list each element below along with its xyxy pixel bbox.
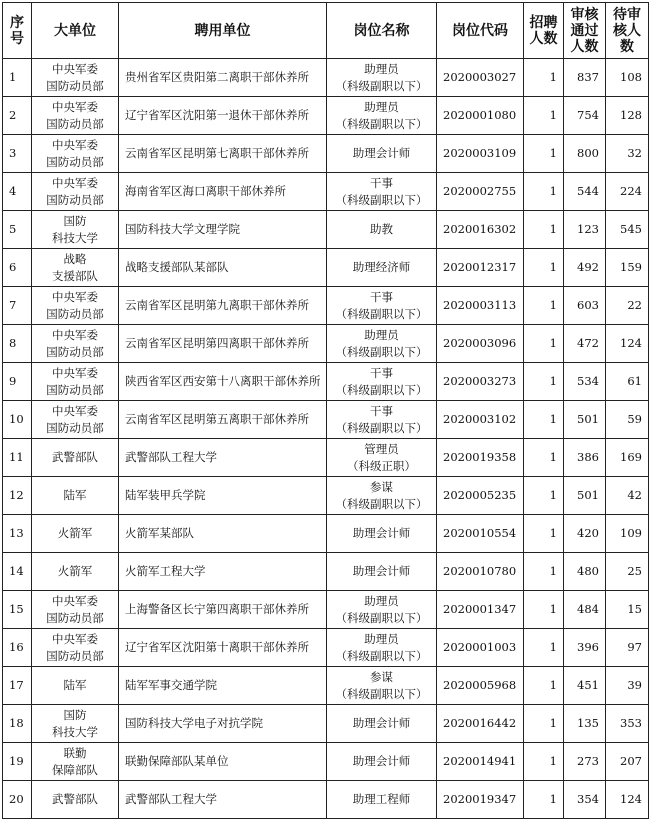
cell-unit	[32, 97, 119, 135]
post-line: （科级副职以下）	[335, 192, 428, 207]
unit-line: 中央军委	[52, 327, 98, 342]
unit-line: 中央军委	[52, 99, 98, 114]
cell-code: 2020010554	[437, 515, 524, 553]
cell-recruit: 1	[524, 59, 564, 97]
cell-pending: 42	[606, 477, 649, 515]
cell-passed: 544	[564, 173, 606, 211]
cell-recruit: 1	[524, 363, 564, 401]
cell-employer: 云南省军区昆明第七离职干部休养所	[119, 135, 327, 173]
unit-line: 武警部队	[52, 792, 98, 806]
cell-recruit: 1	[524, 97, 564, 135]
unit-line: 国防动员部	[46, 306, 104, 321]
cell-recruit: 1	[524, 553, 564, 591]
cell-pending: 128	[606, 97, 649, 135]
cell-post	[327, 135, 437, 173]
cell-seq: 2	[3, 97, 32, 135]
cell-employer: 云南省军区昆明第四离职干部休养所	[119, 325, 327, 363]
table-body	[3, 59, 649, 819]
cell-employer: 上海警备区长宁第四离职干部休养所	[119, 591, 327, 629]
post-line: 助理员	[364, 631, 399, 646]
cell-passed: 603	[564, 287, 606, 325]
cell-code: 2020019347	[437, 781, 524, 819]
cell-recruit: 1	[524, 173, 564, 211]
unit-line: 支援部队	[52, 268, 98, 283]
cell-code: 2020003113	[437, 287, 524, 325]
table-row	[3, 743, 649, 781]
post-line: 助理工程师	[352, 792, 411, 806]
table-row	[3, 97, 649, 135]
cell-post	[327, 705, 437, 743]
table-row	[3, 781, 649, 819]
cell-pending: 207	[606, 743, 649, 781]
cell-code: 2020005968	[437, 667, 524, 705]
cell-code: 2020001080	[437, 97, 524, 135]
cell-recruit: 1	[524, 743, 564, 781]
header-row	[3, 3, 649, 59]
cell-seq: 10	[3, 401, 32, 439]
post-line: 助理会计师	[352, 526, 411, 540]
cell-code: 2020012317	[437, 249, 524, 287]
post-line: （科级副职以下）	[335, 306, 428, 321]
cell-passed: 492	[564, 249, 606, 287]
cell-unit	[32, 667, 119, 705]
cell-passed: 420	[564, 515, 606, 553]
unit-line: 国防	[63, 213, 87, 228]
cell-seq: 6	[3, 249, 32, 287]
cell-unit	[32, 287, 119, 325]
unit-line: 中央军委	[52, 593, 98, 608]
cell-unit	[32, 211, 119, 249]
unit-line: 国防动员部	[46, 648, 104, 663]
cell-code: 2020019358	[437, 439, 524, 477]
post-line: （科级副职以下）	[335, 496, 428, 511]
unit-line: 中央军委	[52, 403, 98, 418]
cell-seq: 15	[3, 591, 32, 629]
cell-seq: 7	[3, 287, 32, 325]
unit-line: 国防动员部	[46, 382, 104, 397]
cell-pending: 59	[606, 401, 649, 439]
cell-pending: 25	[606, 553, 649, 591]
cell-unit	[32, 173, 119, 211]
unit-line: 中央军委	[52, 631, 98, 646]
cell-post	[327, 591, 437, 629]
unit-line: 火箭军	[57, 564, 93, 578]
header-pending: 待审 核人 数	[606, 3, 649, 59]
table-row	[3, 287, 649, 325]
table-row	[3, 325, 649, 363]
unit-line: 陆军	[63, 488, 87, 502]
cell-post	[327, 173, 437, 211]
table-row	[3, 211, 649, 249]
cell-passed: 837	[564, 59, 606, 97]
post-line: 助理员	[364, 61, 399, 76]
cell-pending: 353	[606, 705, 649, 743]
unit-line: 中央军委	[52, 175, 98, 190]
cell-unit	[32, 135, 119, 173]
cell-unit	[32, 363, 119, 401]
unit-line: 国防动员部	[46, 610, 104, 625]
cell-pending: 159	[606, 249, 649, 287]
cell-recruit: 1	[524, 781, 564, 819]
unit-line: 国防动员部	[46, 344, 104, 359]
post-line: （科级副职以下）	[335, 116, 428, 131]
cell-seq: 8	[3, 325, 32, 363]
table-row	[3, 59, 649, 97]
cell-seq: 4	[3, 173, 32, 211]
unit-line: 中央军委	[52, 137, 98, 152]
unit-line: 中央军委	[52, 365, 98, 380]
cell-passed: 534	[564, 363, 606, 401]
cell-post	[327, 325, 437, 363]
cell-passed: 386	[564, 439, 606, 477]
post-line: 助理员	[364, 327, 399, 342]
table-row	[3, 401, 649, 439]
post-line: 助理会计师	[352, 146, 411, 160]
cell-employer: 国防科技大学文理学院	[119, 211, 327, 249]
post-line: 助教	[370, 222, 393, 236]
post-line: （科级副职以下）	[335, 382, 428, 397]
table-row	[3, 439, 649, 477]
cell-employer: 武警部队工程大学	[119, 439, 327, 477]
cell-seq: 12	[3, 477, 32, 515]
cell-recruit: 1	[524, 705, 564, 743]
cell-passed: 451	[564, 667, 606, 705]
unit-line: 陆军	[63, 678, 87, 692]
cell-pending: 124	[606, 781, 649, 819]
unit-line: 武警部队	[52, 450, 98, 464]
cell-recruit: 1	[524, 477, 564, 515]
table-row	[3, 667, 649, 705]
cell-seq: 14	[3, 553, 32, 591]
cell-code: 2020016302	[437, 211, 524, 249]
cell-passed: 135	[564, 705, 606, 743]
cell-employer: 辽宁省军区沈阳第十离职干部休养所	[119, 629, 327, 667]
table-row	[3, 363, 649, 401]
recruitment-table-container	[2, 2, 649, 819]
cell-post	[327, 401, 437, 439]
unit-line: 中央军委	[52, 289, 98, 304]
cell-employer: 贵州省军区贵阳第二离职干部休养所	[119, 59, 327, 97]
header-passed: 审核 通过 人数	[564, 3, 606, 59]
post-line: 干事	[370, 175, 393, 190]
table-row	[3, 477, 649, 515]
cell-pending: 32	[606, 135, 649, 173]
cell-employer: 武警部队工程大学	[119, 781, 327, 819]
cell-code: 2020010780	[437, 553, 524, 591]
cell-code: 2020001347	[437, 591, 524, 629]
cell-unit	[32, 59, 119, 97]
cell-seq: 3	[3, 135, 32, 173]
cell-code: 2020005235	[437, 477, 524, 515]
cell-pending: 545	[606, 211, 649, 249]
cell-post	[327, 439, 437, 477]
unit-line: 国防动员部	[46, 154, 104, 169]
cell-passed: 123	[564, 211, 606, 249]
cell-seq: 16	[3, 629, 32, 667]
cell-code: 2020003109	[437, 135, 524, 173]
cell-passed: 472	[564, 325, 606, 363]
cell-post	[327, 97, 437, 135]
cell-recruit: 1	[524, 249, 564, 287]
cell-unit	[32, 629, 119, 667]
cell-post	[327, 629, 437, 667]
unit-line: 国防动员部	[46, 420, 104, 435]
cell-post	[327, 553, 437, 591]
cell-code: 2020003027	[437, 59, 524, 97]
post-line: 参谋	[370, 479, 393, 494]
cell-seq: 17	[3, 667, 32, 705]
table-row	[3, 591, 649, 629]
post-line: 助理会计师	[352, 754, 411, 768]
post-line: 干事	[370, 289, 393, 304]
unit-line: 保障部队	[52, 762, 98, 777]
table-row	[3, 705, 649, 743]
header-employer: 聘用单位	[119, 3, 327, 59]
table-row	[3, 553, 649, 591]
cell-employer: 战略支援部队某部队	[119, 249, 327, 287]
cell-employer: 陆军装甲兵学院	[119, 477, 327, 515]
unit-line: 战略	[63, 251, 87, 266]
cell-unit	[32, 705, 119, 743]
cell-passed: 396	[564, 629, 606, 667]
post-line: 助理经济师	[352, 260, 411, 274]
post-line: （科级副职以下）	[335, 78, 428, 93]
cell-seq: 1	[3, 59, 32, 97]
post-line: 助理会计师	[352, 716, 411, 730]
table-row	[3, 515, 649, 553]
cell-code: 2020001003	[437, 629, 524, 667]
cell-employer: 陆军军事交通学院	[119, 667, 327, 705]
cell-unit	[32, 325, 119, 363]
post-line: 助理员	[364, 99, 399, 114]
cell-seq: 19	[3, 743, 32, 781]
cell-seq: 18	[3, 705, 32, 743]
cell-code: 2020014941	[437, 743, 524, 781]
cell-employer: 云南省军区昆明第五离职干部休养所	[119, 401, 327, 439]
cell-pending: 169	[606, 439, 649, 477]
cell-pending: 61	[606, 363, 649, 401]
unit-line: 国防动员部	[46, 192, 104, 207]
post-line: （科级副职以下）	[335, 420, 428, 435]
cell-post	[327, 781, 437, 819]
cell-pending: 108	[606, 59, 649, 97]
cell-recruit: 1	[524, 515, 564, 553]
cell-pending: 15	[606, 591, 649, 629]
cell-passed: 501	[564, 477, 606, 515]
cell-seq: 20	[3, 781, 32, 819]
post-line: （科级副职以下）	[335, 344, 428, 359]
cell-recruit: 1	[524, 287, 564, 325]
cell-employer: 辽宁省军区沈阳第一退休干部休养所	[119, 97, 327, 135]
unit-line: 国防动员部	[46, 78, 104, 93]
cell-post	[327, 667, 437, 705]
table-row	[3, 135, 649, 173]
cell-passed: 800	[564, 135, 606, 173]
cell-recruit: 1	[524, 591, 564, 629]
cell-post	[327, 59, 437, 97]
table-row	[3, 629, 649, 667]
cell-employer: 云南省军区昆明第九离职干部休养所	[119, 287, 327, 325]
cell-passed: 484	[564, 591, 606, 629]
cell-unit	[32, 515, 119, 553]
cell-recruit: 1	[524, 629, 564, 667]
post-line: 助理员	[364, 593, 399, 608]
cell-unit	[32, 781, 119, 819]
cell-seq: 11	[3, 439, 32, 477]
unit-line: 科技大学	[52, 230, 98, 245]
cell-employer: 陕西省军区西安第十八离职干部休养所	[119, 363, 327, 401]
header-unit: 大单位	[32, 3, 119, 59]
unit-line: 联勤	[63, 745, 87, 760]
cell-passed: 354	[564, 781, 606, 819]
cell-unit	[32, 401, 119, 439]
post-line: 参谋	[370, 669, 393, 684]
cell-code: 2020003096	[437, 325, 524, 363]
unit-line: 科技大学	[52, 724, 98, 739]
cell-code: 2020003102	[437, 401, 524, 439]
cell-employer: 海南省军区海口离职干部休养所	[119, 173, 327, 211]
cell-seq: 9	[3, 363, 32, 401]
cell-recruit: 1	[524, 211, 564, 249]
cell-passed: 501	[564, 401, 606, 439]
header-seq: 序 号	[3, 3, 32, 59]
cell-post	[327, 477, 437, 515]
cell-pending: 22	[606, 287, 649, 325]
cell-employer: 国防科技大学电子对抗学院	[119, 705, 327, 743]
cell-code: 2020002755	[437, 173, 524, 211]
recruitment-table	[2, 2, 649, 819]
cell-pending: 97	[606, 629, 649, 667]
cell-recruit: 1	[524, 325, 564, 363]
post-line: （科级副职以下）	[335, 648, 428, 663]
cell-post	[327, 211, 437, 249]
post-line: 管理员	[364, 441, 399, 456]
cell-seq: 5	[3, 211, 32, 249]
cell-passed: 480	[564, 553, 606, 591]
unit-line: 国防动员部	[46, 116, 104, 131]
cell-post	[327, 249, 437, 287]
post-line: （科级副职以下）	[335, 686, 428, 701]
cell-passed: 754	[564, 97, 606, 135]
post-line: 助理会计师	[352, 564, 411, 578]
cell-unit	[32, 553, 119, 591]
cell-unit	[32, 591, 119, 629]
header-recruit: 招聘 人数	[524, 3, 564, 59]
cell-pending: 39	[606, 667, 649, 705]
unit-line: 中央军委	[52, 61, 98, 76]
cell-pending: 124	[606, 325, 649, 363]
cell-recruit: 1	[524, 667, 564, 705]
cell-recruit: 1	[524, 135, 564, 173]
header-code: 岗位代码	[437, 3, 524, 59]
cell-pending: 224	[606, 173, 649, 211]
cell-unit	[32, 477, 119, 515]
table-row	[3, 173, 649, 211]
header-post: 岗位名称	[327, 3, 437, 59]
cell-recruit: 1	[524, 439, 564, 477]
cell-code: 2020016442	[437, 705, 524, 743]
cell-passed: 273	[564, 743, 606, 781]
cell-employer: 火箭军某部队	[119, 515, 327, 553]
post-line: （科级副职以下）	[335, 610, 428, 625]
post-line: （科级正职）	[347, 458, 416, 473]
cell-post	[327, 515, 437, 553]
cell-post	[327, 287, 437, 325]
post-line: 干事	[370, 365, 393, 380]
post-line: 干事	[370, 403, 393, 418]
table-row	[3, 249, 649, 287]
cell-unit	[32, 249, 119, 287]
cell-employer: 联勤保障部队某单位	[119, 743, 327, 781]
cell-pending: 109	[606, 515, 649, 553]
cell-unit	[32, 743, 119, 781]
cell-seq: 13	[3, 515, 32, 553]
cell-code: 2020003273	[437, 363, 524, 401]
unit-line: 国防	[63, 707, 87, 722]
cell-post	[327, 363, 437, 401]
cell-unit	[32, 439, 119, 477]
cell-post	[327, 743, 437, 781]
cell-recruit: 1	[524, 401, 564, 439]
cell-employer: 火箭军工程大学	[119, 553, 327, 591]
unit-line: 火箭军	[57, 526, 93, 540]
